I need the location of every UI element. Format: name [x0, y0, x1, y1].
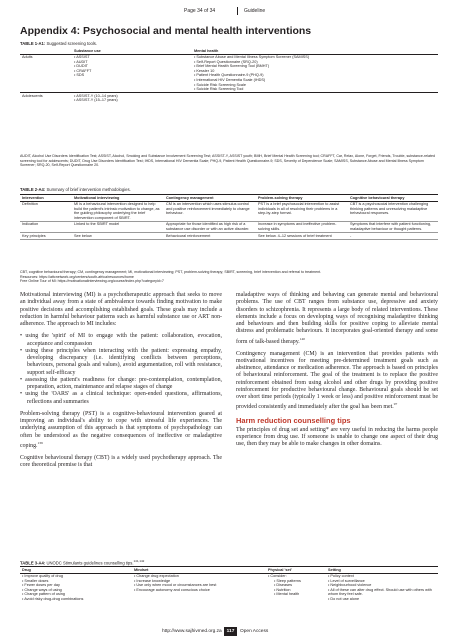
table-cell: See below. 4–12 sessions of brief treatment: [256, 233, 348, 240]
list-item: • Policy context: [328, 574, 436, 579]
article-type: Guideline: [244, 8, 266, 14]
list-item: • Consider:: [268, 574, 324, 579]
list-item: • Avoid risky drug-drug combinations: [22, 597, 130, 602]
list-item: • Diseases: [268, 583, 324, 588]
table1-note: AUDIT, Alcohol Use Disorders Identification Test; ASSIST, Alcohol, Smoking and Substance Involvement Screening Test; ASSIST-Y, ASSIST youth; BMH, Brief Mental Health Screening tool; CRAFFT, Car, Relax, Alone, Forget, Friends, Trouble, substance-related screening tool for adolescents; DUDIT, Drug Use Disorders Identification Test; IHDS, International HIV Dementia Scale; PHQ-9, Patient Health Questionnaire-9; SDS, Severity of Dependence Scale; SAMISS, Substance Abuse and Mental Illness Symptom Screener; SRQ-20, Self-Report Questionnaire 20.: [20, 154, 436, 168]
table-row: [20, 233, 438, 240]
list-item: • Do not use alone: [328, 597, 436, 602]
paragraph-mi: Motivational interviewing (MI) is a psychotherapeutic approach that seeks to move an individual away from a state of ambivalence towards finding motivation to make positive decisions and accomplishing established goals. These goals may include a reduction in harmful behaviour patterns such as harmful substance use or ART non-adherence. The approach to MI includes:: [20, 292, 222, 327]
list-item: • SDS: [74, 73, 190, 78]
list-item: • ASSIST: [74, 55, 190, 60]
table-cell: Symptoms that interfere with patient functioning, maladaptive behaviour or thought patterns.: [348, 221, 438, 232]
interventions-table: [20, 194, 438, 240]
table-row: [20, 221, 438, 232]
screening-tools-table: [20, 48, 438, 104]
list-item: • Brief Mental Health Screening Tool (BMHT): [194, 64, 436, 69]
row-label: Indication: [20, 221, 72, 232]
table3-caption: TABLE 3-A4: UNODC Stimulants guidelines counselling tips.$^{141,142}$: [20, 559, 145, 566]
table-cell: Appropriate for those identified as high risk of a substance use disorder or with an active disorder.: [164, 221, 256, 232]
list-item: • Fewer doses per day: [22, 583, 130, 588]
list-item: • using the 'OARS' as a clinical technique: open-ended questions, affirmations, reflections and summaries: [20, 391, 222, 406]
table2-header: Contingency management: [164, 195, 256, 202]
table-cell: Linked to the SBIRT model: [72, 221, 164, 232]
list-item: • Change ways of using: [22, 588, 130, 593]
resources-link[interactable]: Resources: https://attcnetwork.org/centers/south-africa/resources/home: [20, 274, 134, 279]
table-cell: CBT is a psychosocial intervention challenging thinking patterns and unresolving maladaptive behavioural responses.: [348, 201, 438, 221]
table-row: [20, 573, 438, 602]
table-cell: MI is a behavioural intervention designed to help build the patient's intrinsic motivation to change, as the guiding philosophy underlying the brief intervention component of SBIRT.: [72, 201, 164, 221]
journal-url-link[interactable]: http://www.sajhivmed.org.za: [162, 629, 222, 634]
mi-tour-link[interactable]: Free Online Tour of MI: https://motivationalinterviewing.org/course/index.php?categoryid=7: [20, 279, 164, 284]
row-label: Definition: [20, 201, 72, 221]
group-label: Adults: [22, 55, 33, 60]
list-item: • Level of surveillance: [328, 579, 436, 584]
table-row: [20, 54, 438, 93]
list-item: • DUDIT: [74, 64, 190, 69]
list-item: • Improve quality of drug: [22, 574, 130, 579]
paragraph-harm-reduction: The principles of drug set and setting* are very useful in reducing the harms people experience from drug use. If someone is unable to change one aspect of their drug use, then they may be able to make changes in other domains.: [236, 426, 438, 448]
list-item: • Kessler 10: [194, 69, 436, 74]
open-access-label: Open Access: [240, 629, 269, 634]
table-cell: Behavioural reinforcement: [164, 233, 256, 240]
section-heading: Harm reduction counselling tips: [236, 415, 351, 425]
table1-caption: TABLE 1-A1: Suggested screening tools.: [20, 41, 97, 46]
list-item: • Change pattern of using: [22, 592, 130, 597]
list-item: • Encourage autonomy and conscious choice: [134, 588, 264, 593]
list-item: • Increase knowledge: [134, 579, 264, 584]
list-item: • Suicide Risk Screening Scale: [194, 83, 436, 88]
table-row: [20, 93, 438, 104]
paragraph-cbt-cont: maladaptive ways of thinking and behaving can generate mental and behavioural problems. The use of CBT ranges from substance use, depressive and anxiety disorders to schizophrenia. It represents a large body of related interventions. These elements include a focus on developing ways of recognising maladaptive thinking and behaviours and then building skills for positive coping to alleviate mental distress and problematic behaviours. It incorporates goal-oriented therapy and some form of talk-based therapy.$^{140}$: [236, 292, 438, 345]
body-column-left: [20, 292, 222, 474]
list-item: • Change drug expectation: [134, 574, 264, 579]
page-header: [0, 6, 453, 18]
table2-header: Problem-solving therapy: [256, 195, 348, 202]
row-label: Key principles: [20, 233, 72, 240]
paragraph-pst: Problem-solving therapy (PST) is a cognitive-behavioural intervention geared at improving an individual's ability to cope with stressful life experiences. The underlying assumption of this approach is that symptoms of psychopathology can often be understood as the negative consequences of ineffective or maladaptive coping.$^{139}$: [20, 410, 222, 449]
table3-header: Physical 'set': [266, 567, 326, 574]
list-item: • Nutrition: [268, 588, 324, 593]
list-item: • Sleep patterns: [268, 579, 324, 584]
list-item: • Use only when mood or circumstances are best: [134, 583, 264, 588]
table2-note: CBT, cognitive behavioural therapy; CM, contingency management; MI, motivational interviewing; PST, problem-solving therapy; SBIRT, screening, brief intervention and referral to treatment.: [20, 270, 322, 274]
table3-header: Setting: [326, 567, 438, 574]
table3-header: Mindset: [132, 567, 266, 574]
table2-header: Intervention: [20, 195, 72, 202]
page-number-badge: 117: [224, 627, 237, 636]
body-column-right: [236, 292, 438, 454]
group-label: Adolescents: [20, 93, 72, 104]
list-item: • Suicide Risk Screening Tool: [194, 87, 436, 92]
list-item: • All of these can alter drug effect. Should use with others with whom they feel safe.: [328, 588, 436, 597]
list-item: • using the 'spirit' of MI to engage with the patient: collaboration, evocation, acceptance and compassion: [20, 333, 222, 348]
table-cell: See below: [72, 233, 164, 240]
counselling-tips-table: [20, 566, 438, 602]
table-cell: Increase in symptoms and ineffective problem-solving skills.: [256, 221, 348, 232]
table-cell: CM is an intervention which uses stimulus control and positive reinforcement immediately to change behaviour.: [164, 201, 256, 221]
table2-header: Motivational interviewing: [72, 195, 164, 202]
paragraph-cbt: Cognitive behavioural therapy (CBT) is a widely used psychotherapy approach. The core theoretical premise is that: [20, 454, 222, 469]
list-item: • Smaller doses: [22, 579, 130, 584]
table2-notes: [20, 270, 438, 284]
table3-header: Drug: [20, 567, 132, 574]
table-cell: PST is a brief psychosocial intervention to assist individuals in all of resolving their problems in a step-by-step format.: [256, 201, 348, 221]
list-item: • CRAFFT: [74, 69, 190, 74]
list-item: • Mental health: [268, 592, 324, 597]
list-item: • Neighbourhood violence: [328, 583, 436, 588]
list-item: • using these principles when interacting with the patient: expressing empathy, developing discrepancy (i.e. identifying conflicts between perceptions, behaviours, personal goals and values), avoid argumentation, roll with resistance, support self-efficacy: [20, 348, 222, 377]
list-item: • AUDIT: [74, 60, 190, 65]
list-item: • ASSIST-Y (10–14 years): [74, 94, 190, 99]
list-item: • ASSIST-Y (15–17 years): [74, 98, 190, 103]
list-item: • Patient Health Questionnaire-9 (PHQ-9): [194, 73, 436, 78]
table1-header-substance: Substance use: [72, 48, 192, 54]
page-number-label: Page 34 of 34: [184, 8, 216, 14]
table-row: [20, 201, 438, 221]
table2-caption: TABLE 2-A4: Summary of brief intervention methodologies.: [20, 187, 131, 192]
appendix-title: Appendix 4: Psychosocial and mental health interventions: [20, 25, 312, 37]
list-item: • Self-Report Questionnaire (SRQ-20): [194, 60, 436, 65]
table-cell: -: [348, 233, 438, 240]
list-item: • International HIV Dementia Scale (IHDS): [194, 78, 436, 83]
page-footer: [0, 627, 453, 637]
table1-header-mental: Mental health: [192, 48, 438, 54]
table2-header: Cognitive behavioural therapy: [348, 195, 438, 202]
paragraph-cm: Contingency management (CM) is an intervention that provides patients with motivational incentives for meeting pre-determined treatment goals such as abstinence, attendance or medication adherence. The approach is based on principles of behavioural reinforcement. The goal of the treatment is to replace the positive reinforcement obtained from using alcohol and other drugs by providing positive reinforcement for productive behavioural change. Behavioural goals should be set over short time periods (typically 1 week or less) and positive reinforcement must be provided consistently and immediately after the goal has been met.$^{97}$: [236, 350, 438, 411]
header-divider: [237, 7, 238, 15]
list-item: • Substance Abuse and Mental Illness Symptom Screener (SAMISS): [194, 55, 436, 60]
list-item: • assessing the patient's readiness for change: pre-contemplation, contemplation, preparation, action, maintenance and relapse stages of change: [20, 377, 222, 392]
